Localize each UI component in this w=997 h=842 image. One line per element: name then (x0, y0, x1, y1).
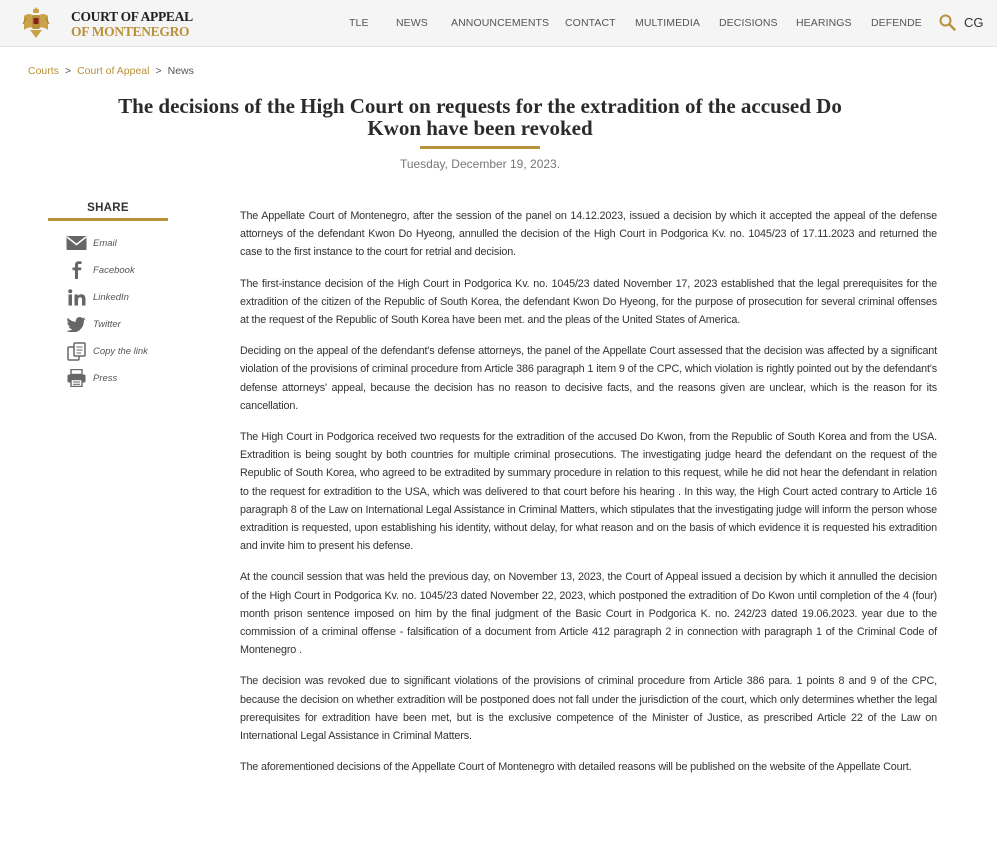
share-print-label: Press (93, 372, 118, 384)
share-twitter-label: Twitter (93, 318, 121, 330)
nav-item-news[interactable]: NEWS (396, 17, 428, 29)
share-linkedin-label: LinkedIn (93, 291, 129, 303)
article-paragraph: The aforementioned decisions of the Appellate Court of Montenegro with detailed reasons will be published on the website of the Appellate Court. (240, 761, 912, 774)
article-paragraph: The Appellate Court of Montenegro, after the session of the panel on 14.12.2023, issued a decision by which it accepted the appeal of the defense attorneys of the defendant Kwon Do Hyeong, annulled the decision of the High Court in Podgorica Kv. no. 1045/23 of 17.11.2023 and returned the case to the first instance to the court for retrial and decision. (240, 210, 937, 259)
logo-line-2: OF MONTENEGRO (71, 24, 190, 39)
article-paragraph: Deciding on the appeal of the defendant's defense attorneys, the panel of the Appellate Court assessed that the decision was affected by a significant violation of the provisions of criminal procedure from Article 386 paragraph 1 item 9 of the CPC, which violation is rightly pointed out by the defendant's defense attorneys' appeal, because the decision has no reason to decisive facts, and the reasons given are unclear, which is the reason for its cancellation. (240, 345, 937, 412)
breadcrumb-separator: > (64, 65, 72, 77)
share-email-link[interactable] (66, 233, 117, 253)
print-icon (66, 369, 87, 387)
montenegro-coat-of-arms-icon[interactable] (21, 4, 51, 41)
nav-item-defende[interactable]: DEFENDE (871, 17, 922, 29)
nav-item-hearings[interactable]: HEARINGS (796, 17, 852, 29)
search-icon[interactable] (939, 14, 956, 31)
envelope-icon (66, 234, 87, 252)
nav-item-contact[interactable]: CONTACT (565, 17, 616, 29)
nav-item-tle[interactable]: TLE (349, 17, 369, 29)
share-copy-link[interactable] (66, 341, 148, 361)
language-switch[interactable]: CG (964, 15, 984, 30)
article-date: Tuesday, December 19, 2023. (399, 157, 561, 171)
article-paragraph: The first-instance decision of the High Court in Podgorica Kv. no. 1045/23 dated November 17, 2023 established that the legal prerequisites for the extradition of the citizen of the Republic of South Korea, the defendant Kwon Do Hyeong, for the purpose of prosecution for several criminal offenses at the request of the Republic of South Korea have been met. and the pleas of the United States of America. (240, 277, 937, 327)
share-underline (48, 218, 168, 221)
breadcrumb (28, 65, 194, 77)
copy-link-icon (66, 342, 87, 360)
facebook-icon (66, 261, 87, 279)
nav-item-announcements[interactable]: ANNOUNCEMENTS (451, 17, 550, 29)
nav-item-decisions[interactable]: DECISIONS (719, 17, 778, 29)
title-underline (420, 146, 540, 149)
site-logo-text[interactable] (71, 9, 193, 39)
twitter-icon (66, 315, 87, 333)
share-twitter-link[interactable] (66, 314, 121, 334)
logo-line-1: COURT OF APPEAL (71, 9, 193, 24)
share-copy-link-label: Copy the link (93, 345, 148, 357)
breadcrumb-item-news: News (167, 65, 194, 77)
article-body (240, 207, 937, 789)
share-email-label: Email (93, 237, 117, 249)
site-header (0, 0, 997, 47)
breadcrumb-separator: > (155, 65, 162, 77)
breadcrumb-item-court-of-appeal[interactable]: Court of Appeal (77, 65, 150, 77)
nav-item-multimedia[interactable]: MULTIMEDIA (635, 17, 700, 29)
article-paragraph: At the council session that was held the previous day, on November 13, 2023, the Court of Appeal issued a decision by which it annulled the decision of the High Court in Podgorica Kv. no. 1045/23 dated November 22, 2023, which postponed the extradition of Do Kwon until completion of the 4 (four) month prison sentence imposed on him by the final judgment of the Basic Court in Podgorica K. no. 242/23 dated 19.06.2023. year due to the commission of a criminal offense - falsification of a document from Article 412 paragraph 2 in connection with paragraph 1 of the Criminal Code of Montenegro . (240, 571, 937, 657)
share-facebook-label: Facebook (93, 264, 135, 276)
article-paragraph: The High Court in Podgorica received two requests for the extradition of the accused Do Kwon, from the Republic of South Korea and from the USA. Extradition is being sought by both countries for multiple criminal prosecutions. The investigating judge heard the defendant on the request of the Republic of South Korea, who agreed to be extradited by summary procedure in relation to this request, while he did not hear the defendant in relation to the request for extradition to the USA, which was delivered to that court before his hearing . In this way, the High Court acted contrary to Article 16 paragraph 8 of the Law on International Legal Assistance in Criminal Matters, which stipulates that the investigating judge will inform the person whose extradition is requested, upon establishing his identity, without delay, for what reason and on the basis of which evidence it is requested his extradition and invite him to present his defense. (240, 431, 937, 553)
linkedin-icon (66, 288, 87, 306)
share-linkedin-link[interactable] (66, 287, 129, 307)
share-facebook-link[interactable] (66, 260, 135, 280)
share-heading: SHARE (87, 202, 129, 214)
article-paragraph: The decision was revoked due to significant violations of the provisions of criminal procedure from Article 386 para. 1 points 8 and 9 of the CPC, because the decision on whether extradition will be postponed does not fall under the jurisdiction of the court, which only determines whether the legal prerequisites for extradition have been met, but is the exclusive competence of the Minister of Justice, as prescribed Article 22 of the Law on International Legal Assistance in Criminal Matters. (240, 675, 937, 743)
article-title: The decisions of the High Court on requests for the extradition of the accused Do Kwon have been revoked (118, 94, 842, 140)
breadcrumb-item-courts[interactable]: Courts (28, 65, 59, 77)
share-print-link[interactable] (66, 368, 117, 388)
